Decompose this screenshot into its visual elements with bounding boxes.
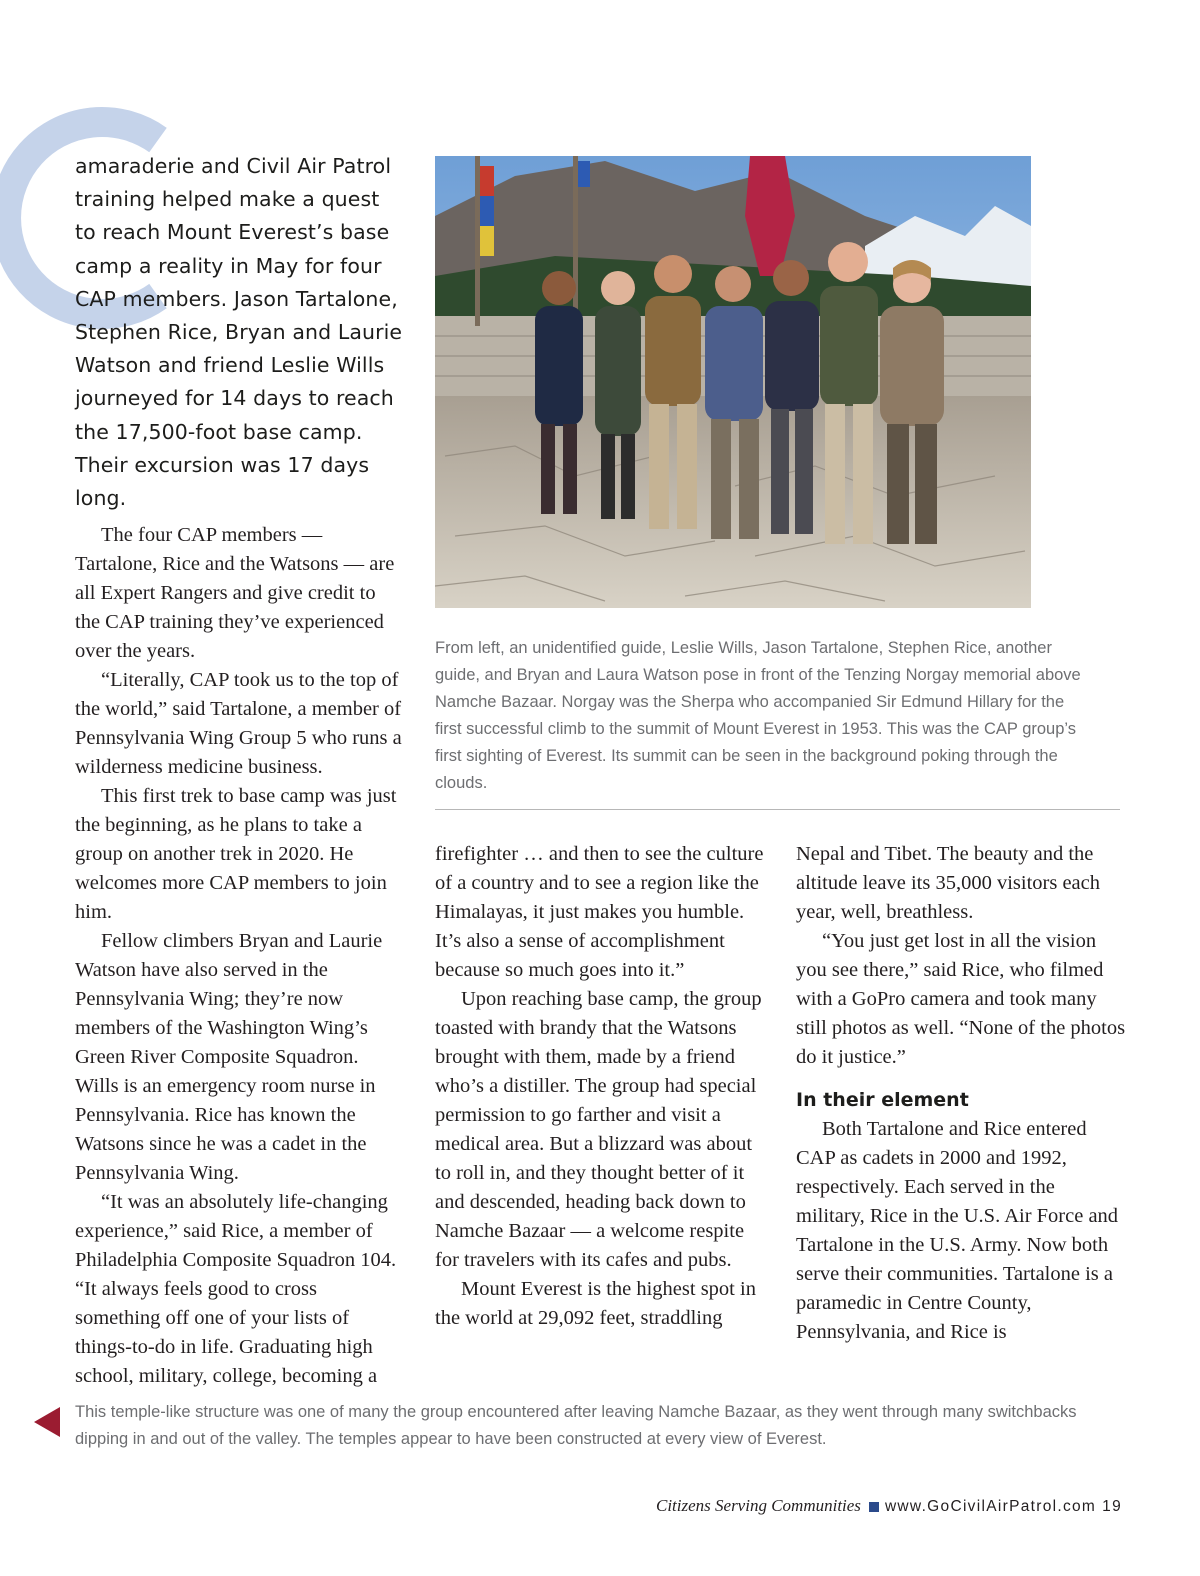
square-bullet-icon bbox=[869, 1502, 879, 1512]
paragraph: “You just get lost in all the vision you see there,” said Rice, who filmed with a GoPro camera and took many still photos as well. “None of the photos do it justice.” bbox=[796, 930, 1126, 1068]
caption-pointer-icon bbox=[34, 1407, 60, 1437]
article-column-3 bbox=[796, 840, 1126, 1347]
section-subhead: In their element bbox=[796, 1089, 969, 1111]
article-column-1 bbox=[75, 521, 405, 1391]
paragraph: Upon reaching base camp, the group toasted with brandy that the Watsons brought with them, made by a friend who’s a distiller. The group had special permission to go farther and visit a medical area. But a blizzard was about to roll in, and they thought better of it and descended, heading back down to Namche Bazaar — a welcome respite for travelers with its cafes and pubs. bbox=[435, 988, 762, 1271]
group-photo bbox=[435, 156, 1031, 608]
page-footer bbox=[656, 1494, 1122, 1519]
article-column-2 bbox=[435, 840, 765, 1333]
paragraph: “Literally, CAP took us to the top of the world,” said Tartalone, a member of Pennsylvania Wing Group 5 who runs a wilderness medicine business. bbox=[75, 669, 402, 778]
paragraph: Fellow climbers Bryan and Laurie Watson have also served in the Pennsylvania Wing; they’re now members of the Washington Wing’s Green River Composite Squadron. Wills is an emergency room nurse in Pennsylvania. Rice has known the Watsons since he was a cadet in the Pennsylvania Wing. bbox=[75, 930, 383, 1184]
divider-rule bbox=[435, 809, 1120, 810]
paragraph: This first trek to base camp was just the beginning, as he plans to take a group on another trek in 2020. He welcomes more CAP members to join him. bbox=[75, 785, 397, 923]
paragraph: “It was an absolutely life-changing experience,” said Rice, a member of Philadelphia Composite Squadron 104. “It always feels good to cross something off one of your lists of things-to-do in life. Graduating high school, military, college, becoming a bbox=[75, 1191, 397, 1387]
footer-tagline: Citizens Serving Communities bbox=[655, 1496, 861, 1515]
footer-url[interactable]: www.GoCivilAirPatrol.com bbox=[884, 1498, 1097, 1515]
photo-caption: From left, an unidentified guide, Leslie Wills, Jason Tartalone, Stephen Rice, another guide, and Bryan and Laura Watson pose in front of the Tenzing Norgay memorial above Namche Bazaar. Norgay was the Sherpa who accompanied Sir Edmund Hillary for the first successful climb to the summit of Mount Everest in 1953. This was the CAP group’s first sighting of Everest. Its summit can be seen in the background poking through the clouds. bbox=[435, 639, 1081, 792]
page-number: 19 bbox=[1102, 1498, 1122, 1515]
paragraph: Both Tartalone and Rice entered CAP as cadets in 2000 and 1992, respectively. Each served in the military, Rice in the U.S. Air Force and Tartalone in the U.S. Army. Now both serve their communities. Tartalone is a paramedic in Centre County, Pennsylvania, and Rice is bbox=[796, 1118, 1119, 1343]
paragraph: The four CAP members — Tartalone, Rice and the Watsons — are all Expert Rangers and give credit to the CAP training they’ve experienced over the years. bbox=[75, 524, 395, 662]
paragraph: Nepal and Tibet. The beauty and the altitude leave its 35,000 visitors each year, well, breathless. bbox=[796, 843, 1101, 923]
article-lead: amaraderie and Civil Air Patrol training helped make a quest to reach Mount Everest’s base camp a reality in May for four CAP members. Jason Tartalone, Stephen Rice, Bryan and Laurie Watson and friend Leslie Wills journeyed for 14 days to reach the 17,500-foot base camp. Their excursion was 17 days long. bbox=[75, 154, 403, 511]
paragraph: firefighter … and then to see the culture of a country and to see a region like the Himalayas, it just makes you humble. It’s also a sense of accomplishment because so much goes into it.” bbox=[435, 843, 764, 981]
temple-caption: This temple-like structure was one of many the group encountered after leaving Namche Bazaar, as they went through many switchbacks dipping in and out of the valley. The temples appear to have been constructed at every view of Everest. bbox=[75, 1403, 1077, 1448]
paragraph: Mount Everest is the highest spot in the world at 29,092 feet, straddling bbox=[435, 1278, 756, 1329]
